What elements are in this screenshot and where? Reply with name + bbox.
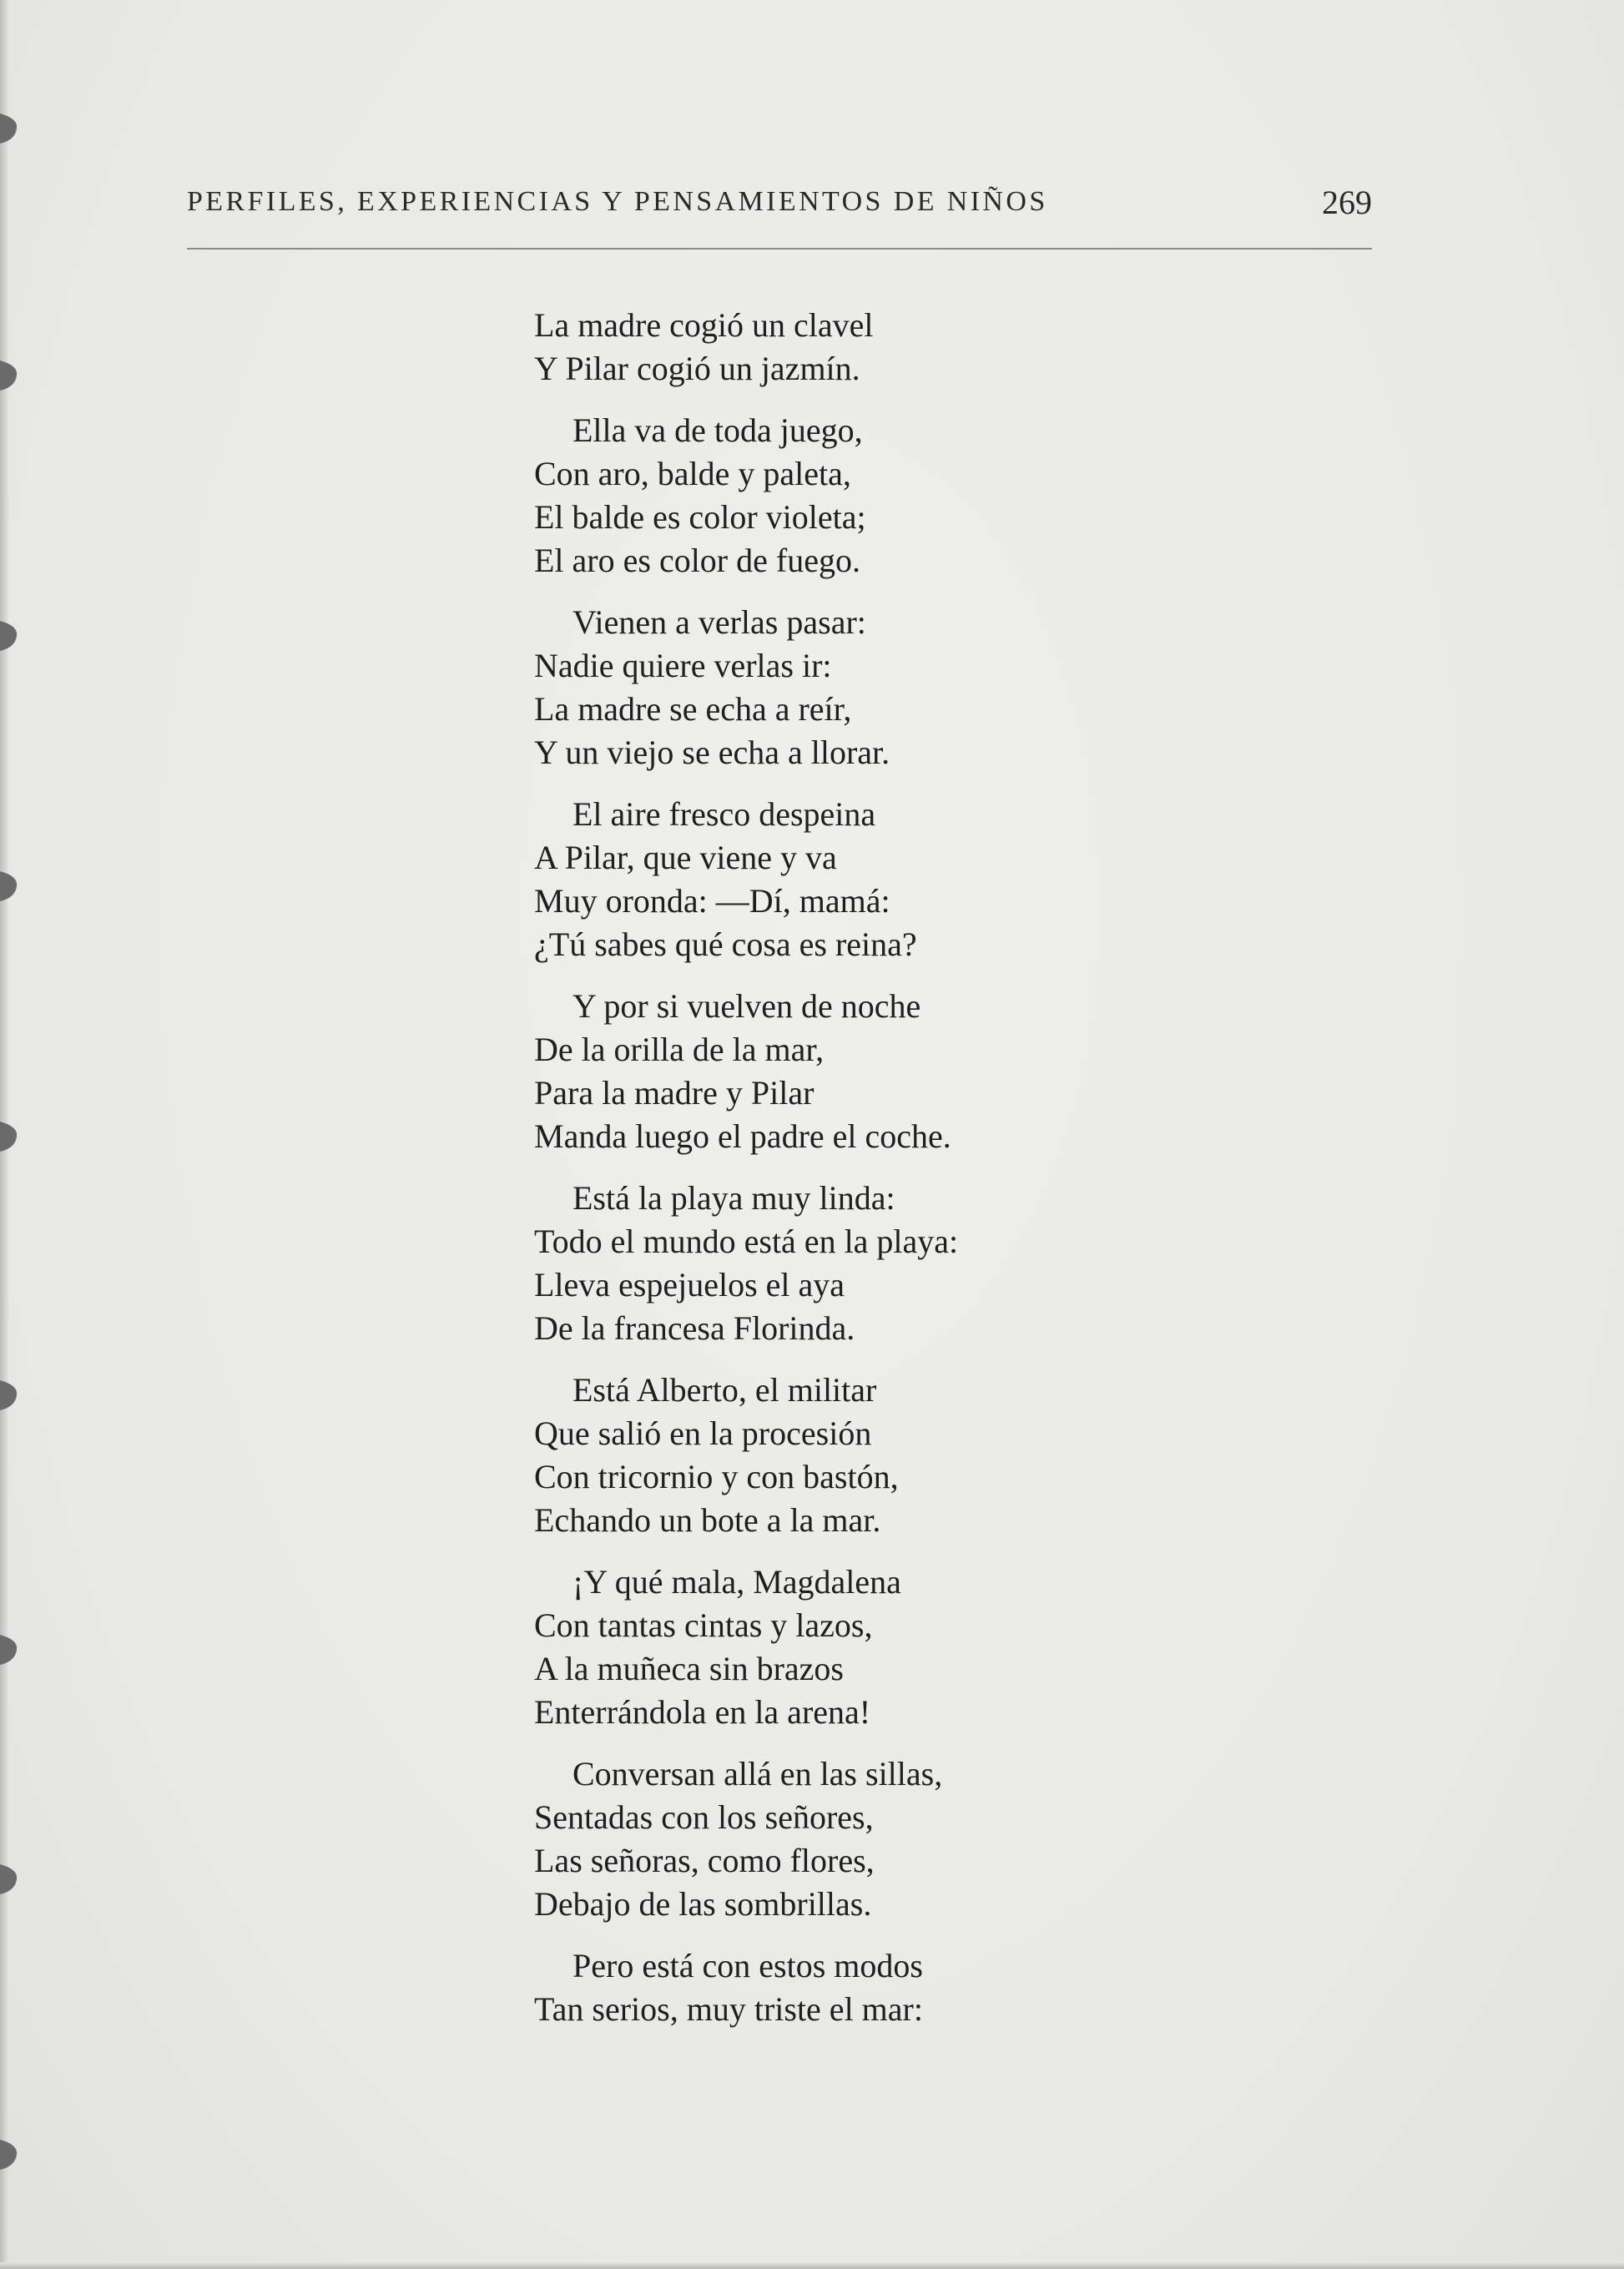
stanza (534, 1369, 1118, 1542)
poem-line: Las señoras, como flores, (534, 1842, 875, 1879)
punch-hole (0, 1118, 22, 1153)
poem-line: Vienen a verlas pasar: (572, 603, 866, 641)
punch-hole (0, 868, 22, 903)
poem-line: ¡Y qué mala, Magdalena (572, 1563, 901, 1601)
poem-line: Con aro, balde y paleta, (534, 455, 851, 492)
stanza (534, 985, 1118, 1158)
poem-line: Y Pilar cogió un jazmín. (534, 350, 860, 387)
poem-line: La madre se echa a reír, (534, 690, 852, 728)
punch-hole (0, 618, 22, 653)
poem-line: Nadie quiere verlas ir: (534, 647, 832, 684)
punch-hole (0, 2136, 22, 2171)
stanza (534, 1177, 1118, 1350)
poem-line: Manda luego el padre el coche. (534, 1117, 951, 1155)
poem-line: Muy oronda: —Dí, mamá: (534, 882, 890, 920)
poem-line: Que salió en la procesión (534, 1414, 872, 1452)
punch-hole (0, 110, 22, 145)
stanza (534, 793, 1118, 966)
poem-line: Echando un bote a la mar. (534, 1501, 881, 1539)
poem-line: A Pilar, que viene y va (534, 839, 837, 876)
poem-line: Debajo de las sombrillas. (534, 1885, 872, 1923)
poem-line: Con tricornio y con bastón, (534, 1458, 899, 1495)
stanza (534, 1561, 1118, 1734)
poem-line: Y por si vuelven de noche (572, 987, 921, 1025)
page-number: 269 (1322, 184, 1372, 221)
poem-line: Pero está con estos modos (572, 1947, 923, 1984)
poem-line: Conversan allá en las sillas, (572, 1755, 943, 1793)
poem-line: ¿Tú sabes qué cosa es reina? (534, 925, 917, 963)
poem-line: A la muñeca sin brazos (534, 1650, 844, 1687)
poem-line: Para la madre y Pilar (534, 1074, 815, 1112)
poem-line: Y un viejo se echa a llorar. (534, 734, 890, 771)
poem-line: Ella va de toda juego, (572, 411, 863, 449)
poem-line: Lleva espejuelos el aya (534, 1266, 845, 1303)
poem-line: Está Alberto, el militar (572, 1371, 877, 1409)
poem-line: De la francesa Florinda. (534, 1309, 855, 1347)
poem-line: Enterrándola en la arena! (534, 1693, 871, 1731)
poem-line: El aro es color de fuego. (534, 542, 860, 579)
poem (534, 304, 1118, 2050)
poem-line: El balde es color violeta; (534, 498, 866, 536)
header-rule (187, 248, 1372, 250)
stanza (534, 601, 1118, 774)
poem-line: El aire fresco despeina (572, 795, 876, 833)
poem-line: Está la playa muy linda: (572, 1179, 895, 1217)
punch-hole (0, 1377, 22, 1412)
stanza (534, 1944, 1118, 2031)
page-header (187, 179, 1372, 229)
running-title: PERFILES, EXPERIENCIAS Y PENSAMIENTOS DE NIÑOS (187, 186, 1048, 217)
poem-line: Todo el mundo está en la playa: (534, 1223, 959, 1260)
stanza (534, 304, 1118, 391)
poem-line: La madre cogió un clavel (534, 306, 874, 344)
page-bottom-edge (0, 2262, 1624, 2269)
stanza (534, 1752, 1118, 1926)
poem-line: De la orilla de la mar, (534, 1031, 825, 1068)
poem-line: Tan serios, muy triste el mar: (534, 1990, 923, 2028)
punch-hole (0, 357, 22, 392)
stanza (534, 409, 1118, 582)
poem-line: Con tantas cintas y lazos, (534, 1606, 873, 1644)
poem-line: Sentadas con los señores, (534, 1798, 874, 1836)
punch-hole (0, 1631, 22, 1666)
punch-hole (0, 1861, 22, 1896)
